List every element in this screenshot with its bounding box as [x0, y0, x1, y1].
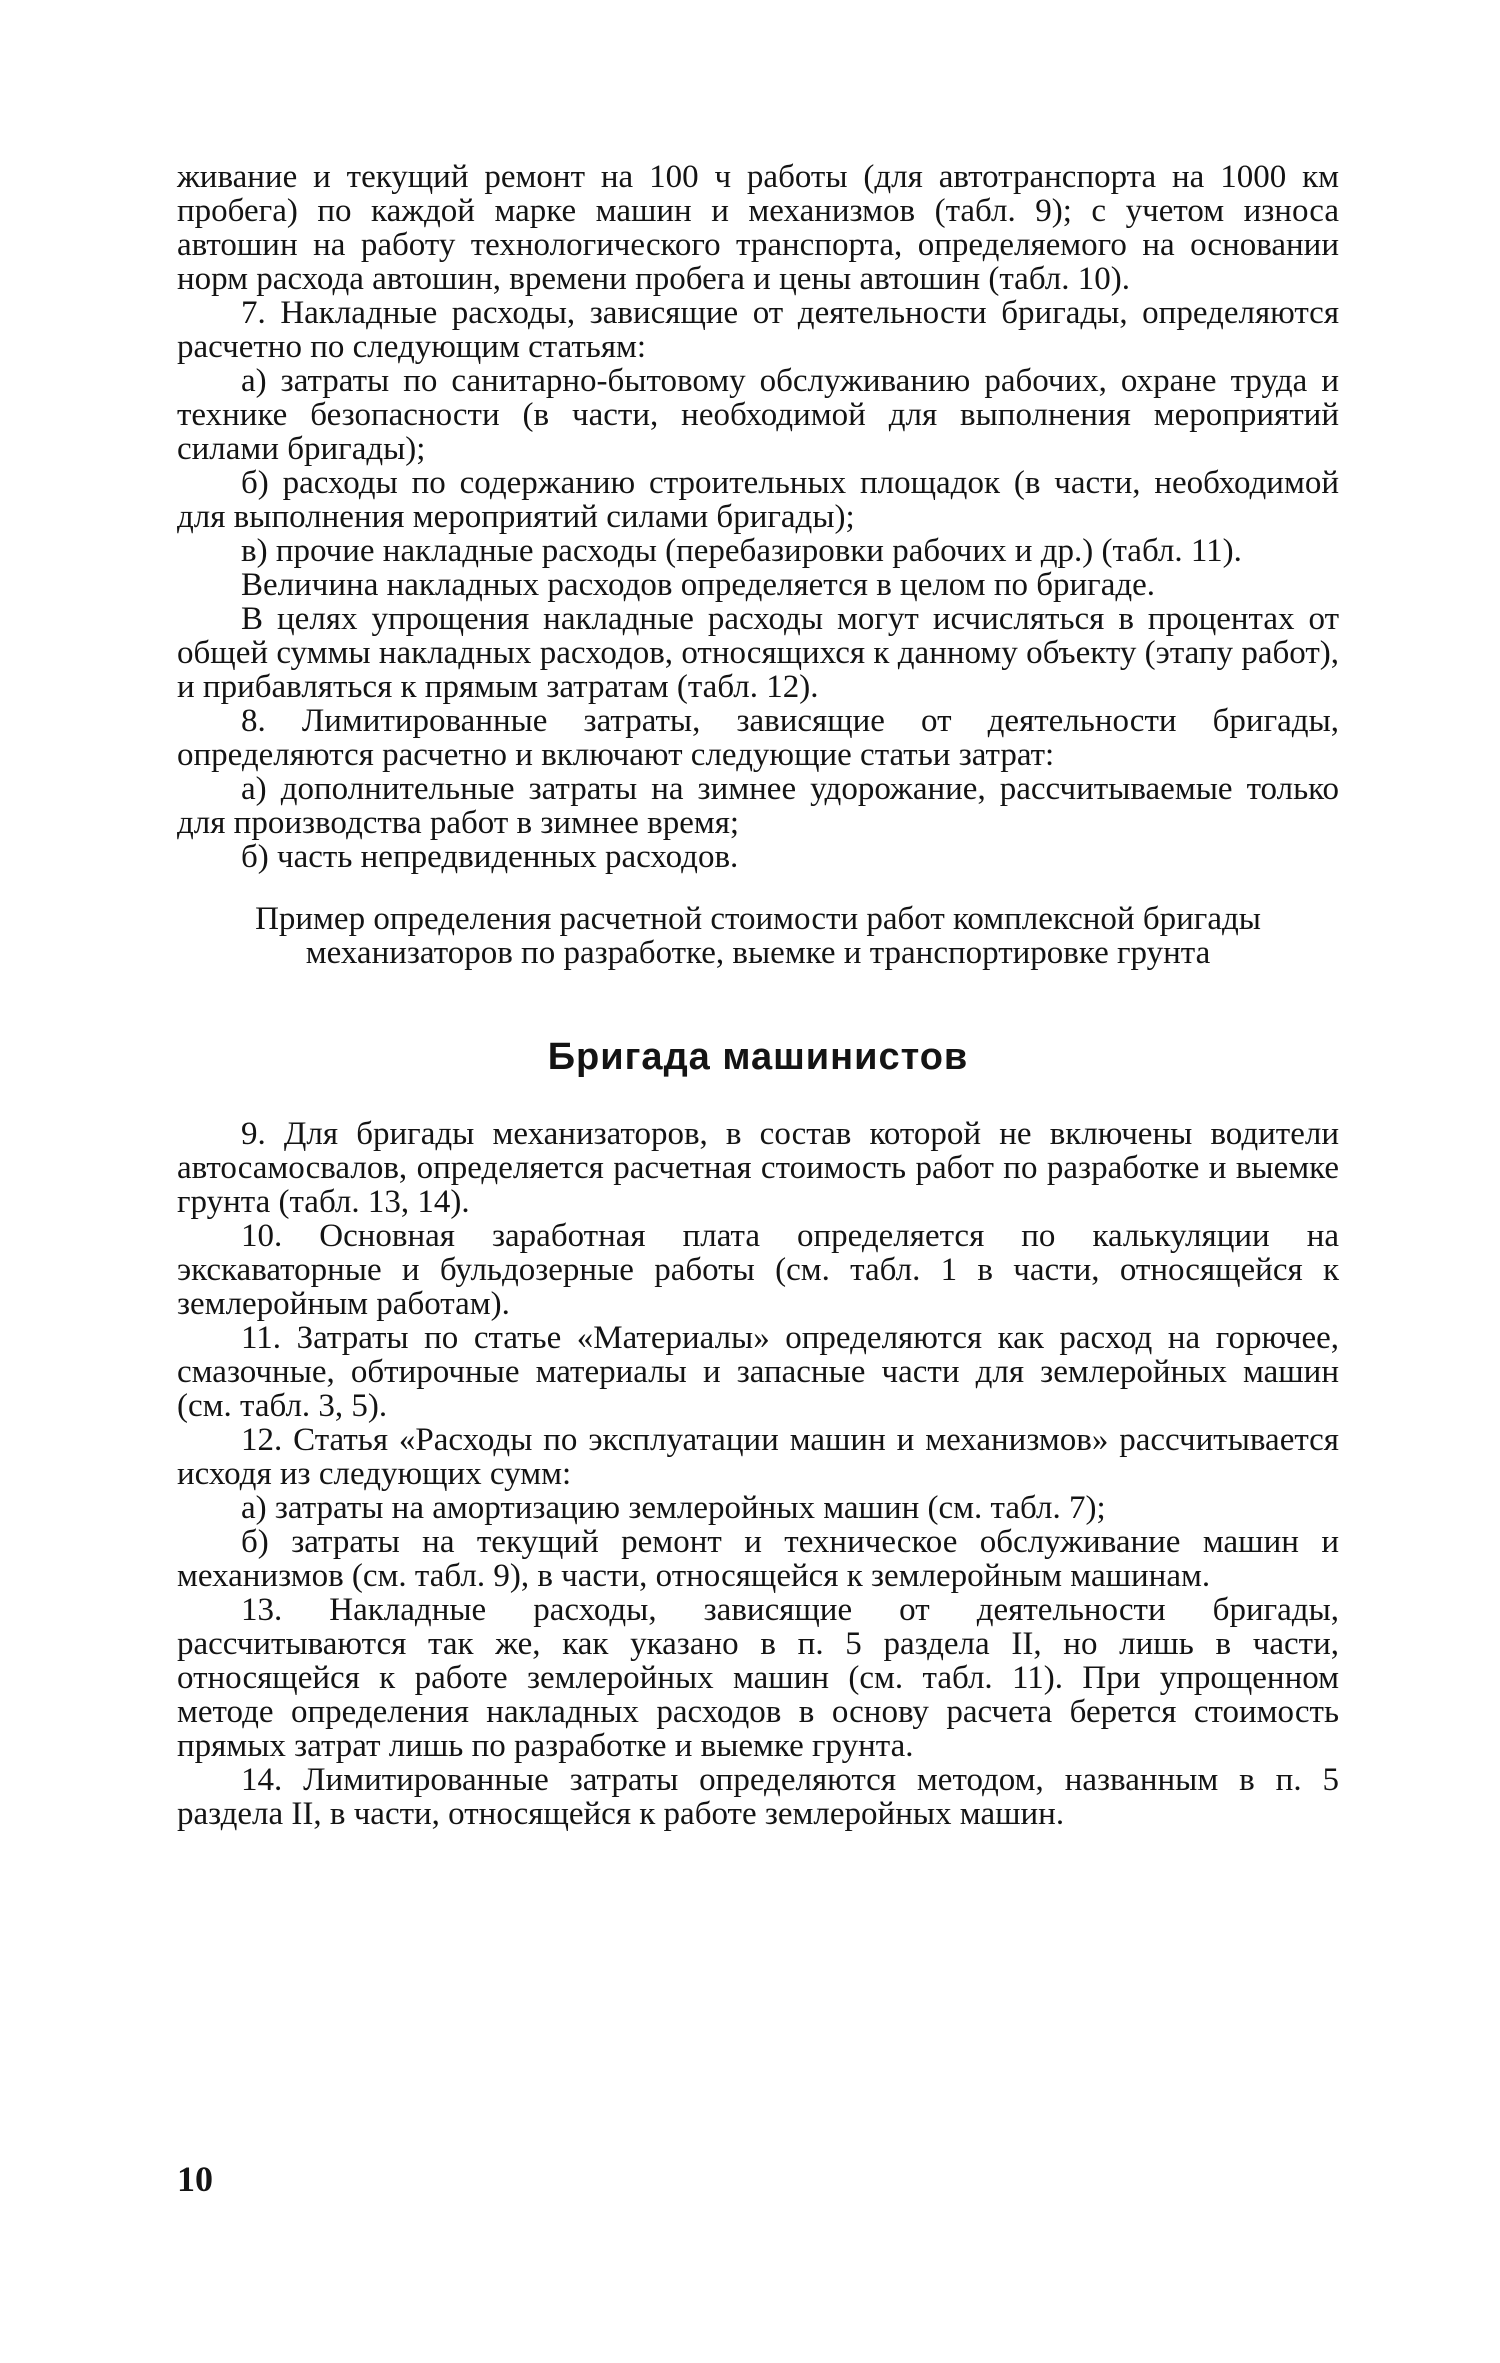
example-caption: Пример определения расчетной стоимости работ комплексной бригады механизаторов по разработке, выемке и транспортировке грунта	[255, 901, 1261, 971]
paragraph-item-8a: а) дополнительные затраты на зимнее удорожание, рассчитываемые только для производства работ в зимнее время;	[177, 771, 1339, 841]
paragraph-item-8: 8. Лимитированные затраты, зависящие от деятельности бригады, определяются расчетно и включают следующие статьи затрат:	[177, 703, 1339, 773]
paragraph-item-12a: а) затраты на амортизацию землеройных машин (см. табл. 7);	[241, 1490, 1106, 1526]
paragraph-item-12b: б) затраты на текущий ремонт и техническое обслуживание машин и механизмов (см. табл. 9), в части, относящейся к землеройным машинам.	[177, 1524, 1339, 1594]
paragraph-item-7a: а) затраты по санитарно-бытовому обслуживанию рабочих, охране труда и технике безопасности (в части, необходимой для выполнения мероприятий силами бригады);	[177, 363, 1339, 467]
paragraph-item-9: 9. Для бригады механизаторов, в состав которой не включены водители автосамосвалов, определяется расчетная стоимость работ по разработке и выемке грунта (табл. 13, 14).	[177, 1116, 1339, 1220]
paragraph-item-7: 7. Накладные расходы, зависящие от деятельности бригады, определяются расчетно по следующим статьям:	[177, 295, 1339, 365]
paragraph-item-7c: в) прочие накладные расходы (перебазировки рабочих и др.) (табл. 11).	[241, 533, 1242, 569]
paragraph-item-13: 13. Накладные расходы, зависящие от деятельности бригады, рассчитываются так же, как указано в п. 5 раздела II, но лишь в части, относящейся к работе землеройных машин (см. табл. 11). При упрощенном методе определения накладных расходов в основу расчета берется стоимость прямых затрат лишь по разработке и выемке грунта.	[177, 1592, 1339, 1764]
paragraph-item-14: 14. Лимитированные затраты определяются методом, названным в п. 5 раздела II, в части, относящейся к работе землеройных машин.	[177, 1762, 1339, 1832]
page-number: 10	[177, 2159, 213, 2199]
paragraph-item-7-simplify: В целях упрощения накладные расходы могут исчисляться в процентах от общей суммы накладных расходов, относящихся к данному объекту (этапу работ), и прибавляться к прямым затратам (табл. 12).	[177, 601, 1339, 705]
page-body	[177, 160, 1339, 1831]
paragraph-item-8b: б) часть непредвиденных расходов.	[241, 839, 739, 875]
paragraph-item-10: 10. Основная заработная плата определяется по калькуляции на экскаваторные и бульдозерные работы (см. табл. 1 в части, относящейся к землеройным работам).	[177, 1218, 1339, 1322]
paragraph-item-7-total: Величина накладных расходов определяется в целом по бригаде.	[241, 567, 1156, 603]
paragraph-item-12: 12. Статья «Расходы по эксплуатации машин и механизмов» рассчитывается исходя из следующих сумм:	[177, 1422, 1339, 1492]
paragraph-continuation: живание и текущий ремонт на 100 ч работы (для автотранспорта на 1000 км пробега) по каждой марке машин и механизмов (табл. 9); с учетом износа автошин на работу технологического транспорта, определяемого на основании норм расхода автошин, времени пробега и цены автошин (табл. 10).	[177, 159, 1339, 297]
paragraph-item-7b: б) расходы по содержанию строительных площадок (в части, необходимой для выполнения мероприятий силами бригады);	[177, 465, 1339, 535]
paragraph-item-11: 11. Затраты по статье «Материалы» определяются как расход на горючее, смазочные, обтирочные материалы и запасные части для землеройных машин (см. табл. 3, 5).	[177, 1320, 1339, 1424]
section-heading: Бригада машинистов	[547, 1036, 969, 1078]
